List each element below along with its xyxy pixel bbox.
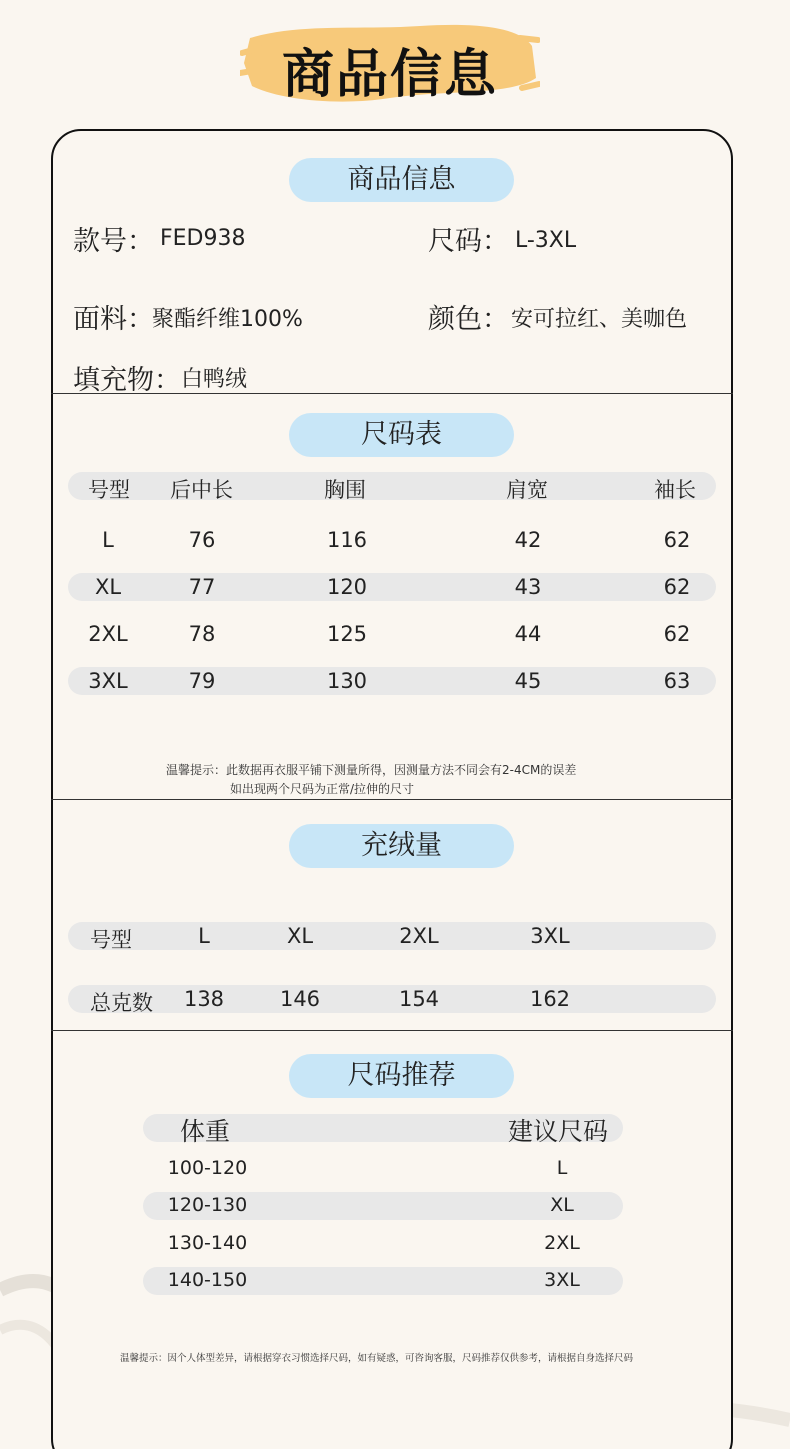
section-divider bbox=[51, 1030, 733, 1031]
main-title-badge bbox=[240, 18, 540, 103]
size-chart-cell: 130 bbox=[326, 669, 368, 693]
down-grams: 154 bbox=[398, 987, 440, 1011]
down-size: 2XL bbox=[399, 924, 439, 948]
recommend-note: 温馨提示：因个人体型差异，请根据穿衣习惯选择尺码，如有疑惑，可咨询客服，尺码推荐仅供参考，请根据自身选择尺码 bbox=[120, 1353, 634, 1364]
size-chart-cell: 62 bbox=[663, 528, 691, 552]
size-chart-cell: 43 bbox=[514, 575, 542, 599]
size-chart-cell: 76 bbox=[188, 528, 216, 552]
section-pill-info: 商品信息 bbox=[289, 158, 514, 202]
size-chart-note: 如出现两个尺码为正常/拉伸的尺寸 bbox=[230, 782, 415, 796]
color-label: 颜色： bbox=[428, 304, 509, 335]
style-label: 款号： bbox=[73, 226, 154, 257]
down-size: 3XL bbox=[530, 924, 570, 948]
filling-value: 白鸭绒 bbox=[181, 367, 248, 392]
fabric-value: 聚酯纤维100% bbox=[152, 307, 303, 332]
size-chart-note: 温馨提示：此数据再衣服平铺下测量所得，因测量方法不同会有2-4CM的误差 bbox=[166, 763, 577, 777]
size-chart-header: 肩宽 bbox=[506, 478, 548, 502]
down-grams: 162 bbox=[529, 987, 571, 1011]
recommend-size: 2XL bbox=[544, 1232, 580, 1254]
down-size: XL bbox=[286, 924, 314, 948]
down-grams: 138 bbox=[183, 987, 225, 1011]
recommend-weight: 100-120 bbox=[167, 1157, 248, 1179]
size-chart-cell: 2XL bbox=[88, 622, 128, 646]
recommend-size: L bbox=[556, 1157, 568, 1179]
size-chart-header: 胸围 bbox=[324, 478, 366, 502]
size-header: 建议尺码 bbox=[508, 1117, 609, 1146]
size-chart-cell: 3XL bbox=[88, 669, 128, 693]
size-chart-cell: XL bbox=[94, 575, 122, 599]
size-chart-cell: 45 bbox=[514, 669, 542, 693]
size-range-label: 尺码： bbox=[428, 226, 509, 257]
recommend-weight: 130-140 bbox=[167, 1232, 248, 1254]
size-chart-cell: 77 bbox=[188, 575, 216, 599]
down-grams-label: 总克数 bbox=[90, 991, 153, 1015]
color-value: 安可拉红、美咖色 bbox=[511, 307, 688, 332]
size-chart-cell: 62 bbox=[663, 575, 691, 599]
filling-label: 填充物： bbox=[73, 365, 181, 396]
weight-header: 体重 bbox=[180, 1117, 231, 1146]
size-range-value: L-3XL bbox=[515, 228, 577, 253]
size-chart-cell: 116 bbox=[326, 528, 368, 552]
down-header-label: 号型 bbox=[90, 928, 132, 952]
section-pill-down-fill: 充绒量 bbox=[289, 824, 514, 868]
size-chart-cell: 62 bbox=[663, 622, 691, 646]
size-chart-header: 后中长 bbox=[170, 478, 233, 502]
table-row-bar bbox=[68, 667, 716, 695]
size-chart-header: 号型 bbox=[88, 478, 130, 502]
size-chart-header-bar bbox=[68, 472, 716, 500]
down-size: L bbox=[198, 924, 210, 948]
size-chart-cell: 125 bbox=[326, 622, 368, 646]
section-pill-recommend: 尺码推荐 bbox=[289, 1054, 514, 1098]
size-chart-cell: 79 bbox=[188, 669, 216, 693]
down-grams: 146 bbox=[279, 987, 321, 1011]
size-chart-cell: L bbox=[102, 528, 114, 552]
style-value: FED938 bbox=[160, 226, 246, 251]
recommend-size: 3XL bbox=[544, 1269, 580, 1291]
size-chart-cell: 120 bbox=[326, 575, 368, 599]
size-chart-cell: 63 bbox=[663, 669, 691, 693]
section-pill-size-chart: 尺码表 bbox=[289, 413, 514, 457]
recommend-weight: 120-130 bbox=[167, 1194, 248, 1216]
table-row-bar bbox=[68, 573, 716, 601]
section-divider bbox=[51, 799, 733, 800]
recommend-weight: 140-150 bbox=[167, 1269, 248, 1291]
page-title: 商品信息 bbox=[281, 45, 498, 105]
size-chart-cell: 78 bbox=[188, 622, 216, 646]
size-chart-cell: 44 bbox=[514, 622, 542, 646]
size-chart-cell: 42 bbox=[514, 528, 542, 552]
fabric-label: 面料： bbox=[73, 304, 154, 335]
recommend-size: XL bbox=[550, 1194, 574, 1216]
size-chart-header: 袖长 bbox=[654, 478, 696, 502]
